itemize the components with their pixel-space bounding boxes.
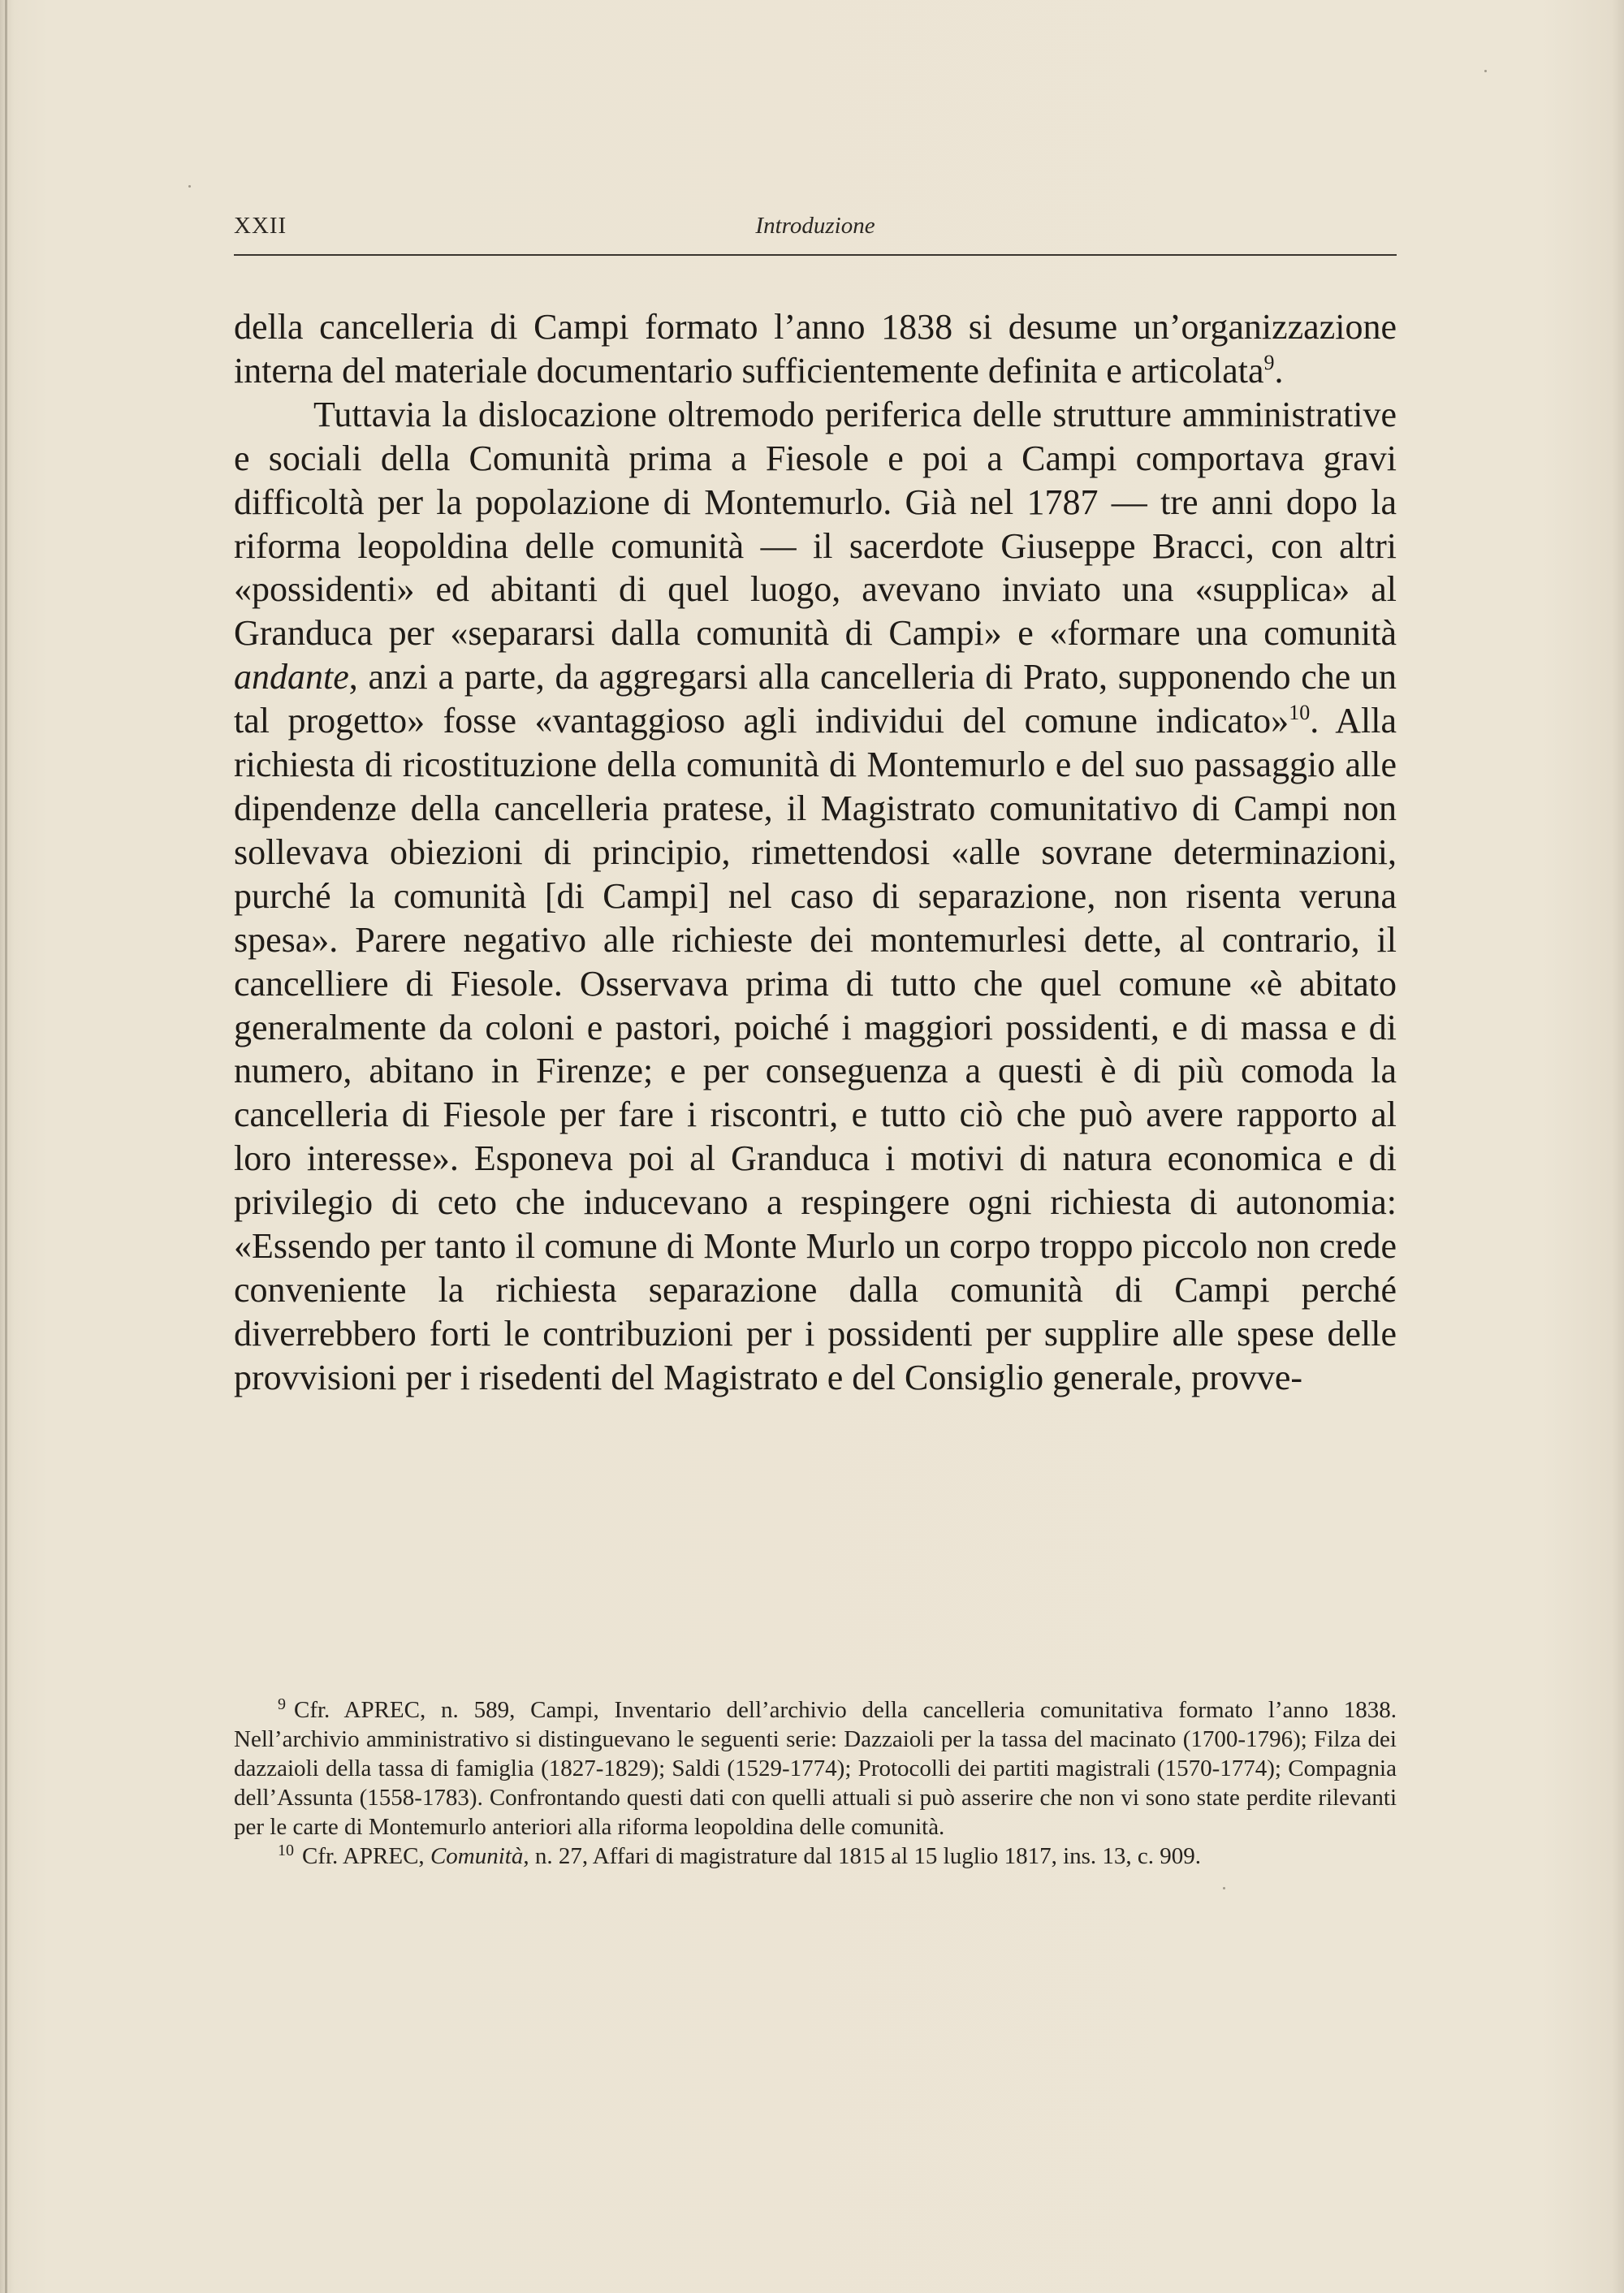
footnote-text: Cfr. APREC, n. 589, Campi, Inventario dell’archivio della cancelleria comunitativa formato l’anno 1838. Nell’archivio amministrativo si distinguevano le seguenti serie: Dazzaioli per la tassa del macinato (1700-1796); Filza dei dazzaioli della tassa di famiglia (1827-1829); Saldi (1529-1774); Protocolli dei partiti magistrali (1570-1774); Compagnia dell’Assunta (1558-1783). Confrontando questi dati con quelli attuali si può asserire che non vi sono state perdite rilevanti per le carte di Montemurlo anteriori alla riforma leopoldina delle comunità. xyxy=(234,1697,1397,1840)
footnote-number: 9 xyxy=(278,1695,286,1713)
paragraph-text: della cancelleria di Campi formato l’anno 1838 si desume un’organizzazione interna del materiale documentario sufficientemente definita e articolata xyxy=(234,307,1397,391)
paper-speck xyxy=(188,185,191,188)
footnote-10 xyxy=(234,1842,1397,1871)
header-rule xyxy=(234,254,1397,256)
page-number: XXII xyxy=(234,213,287,239)
footnote-text: , n. 27, Affari di magistrature dal 1815 al 15 luglio 1817, ins. 13, c. 909. xyxy=(523,1843,1202,1869)
footnote-ref-9: 9 xyxy=(1263,350,1275,374)
footnote-italic: Comunità xyxy=(430,1843,524,1869)
paper-speck xyxy=(1223,1887,1225,1889)
running-title: Introduzione xyxy=(755,213,875,239)
footnote-ref-10: 10 xyxy=(1289,701,1311,725)
italic-term: andante xyxy=(234,657,349,697)
paragraph-text: , anzi a parte, da aggregarsi alla cancelleria di Prato, supponendo che un tal progetto» fosse «vantaggioso agli individui del comune indicato» xyxy=(234,657,1397,741)
body-text xyxy=(234,305,1397,1400)
footnote-9 xyxy=(234,1695,1397,1842)
paragraph-continuation xyxy=(234,305,1397,393)
paper-speck xyxy=(1484,70,1487,72)
footnotes xyxy=(234,1695,1397,1871)
paragraph-text-tail: . xyxy=(1274,350,1284,391)
binding-edge xyxy=(5,0,7,2293)
footnote-text: Cfr. APREC, xyxy=(302,1843,430,1869)
footnote-number: 10 xyxy=(278,1842,294,1859)
paragraph xyxy=(234,393,1397,1400)
paragraph-text: . Alla richiesta di ricostituzione della comunità di Montemurlo e del suo passaggio alle dipendenze della cancelleria pratese, il Magistrato comunitativo di Campi non sollevava obiezioni di principio, rimettendosi «alle sovrane determinazioni, purché la comunità [di Campi] nel caso di separazione, non risenta veruna spesa». Parere negativo alle richieste dei montemurlesi dette, al contrario, il cancelliere di Fiesole. Osservava prima di tutto che quel comune «è abitato generalmente da coloni e pastori, poiché i maggiori possidenti, e di massa e di numero, abitano in Firenze; e per conseguenza a questi è di più comoda la cancelleria di Fiesole per fare i riscontri, e tutto ciò che può avere rapporto al loro interesse». Esponeva poi al Granduca i motivi di natura economica e di privilegio di ceto che inducevano a respingere ogni richiesta di autonomia: «Essendo per tanto il comune di Monte Murlo un corpo troppo piccolo non crede conveniente la richiesta separazione dalla comunità di Campi perché diverrebbero forti le contribuzioni per i possidenti per supplire alle spese delle provvisioni per i risedenti del Magistrato e del Consiglio generale, provve- xyxy=(234,701,1397,1397)
paragraph-text: Tuttavia la dislocazione oltremodo periferica delle strutture amministrative e sociali della Comunità prima a Fiesole e poi a Campi comportava gravi difficoltà per la popolazione di Montemurlo. Già nel 1787 — tre anni dopo la riforma leopoldina delle comunità — il sacerdote Giuseppe Bracci, con altri «possidenti» ed abitanti di quel luogo, avevano inviato una «supplica» al Granduca per «separarsi dalla comunità di Campi» e «formare una comunità xyxy=(234,394,1397,654)
